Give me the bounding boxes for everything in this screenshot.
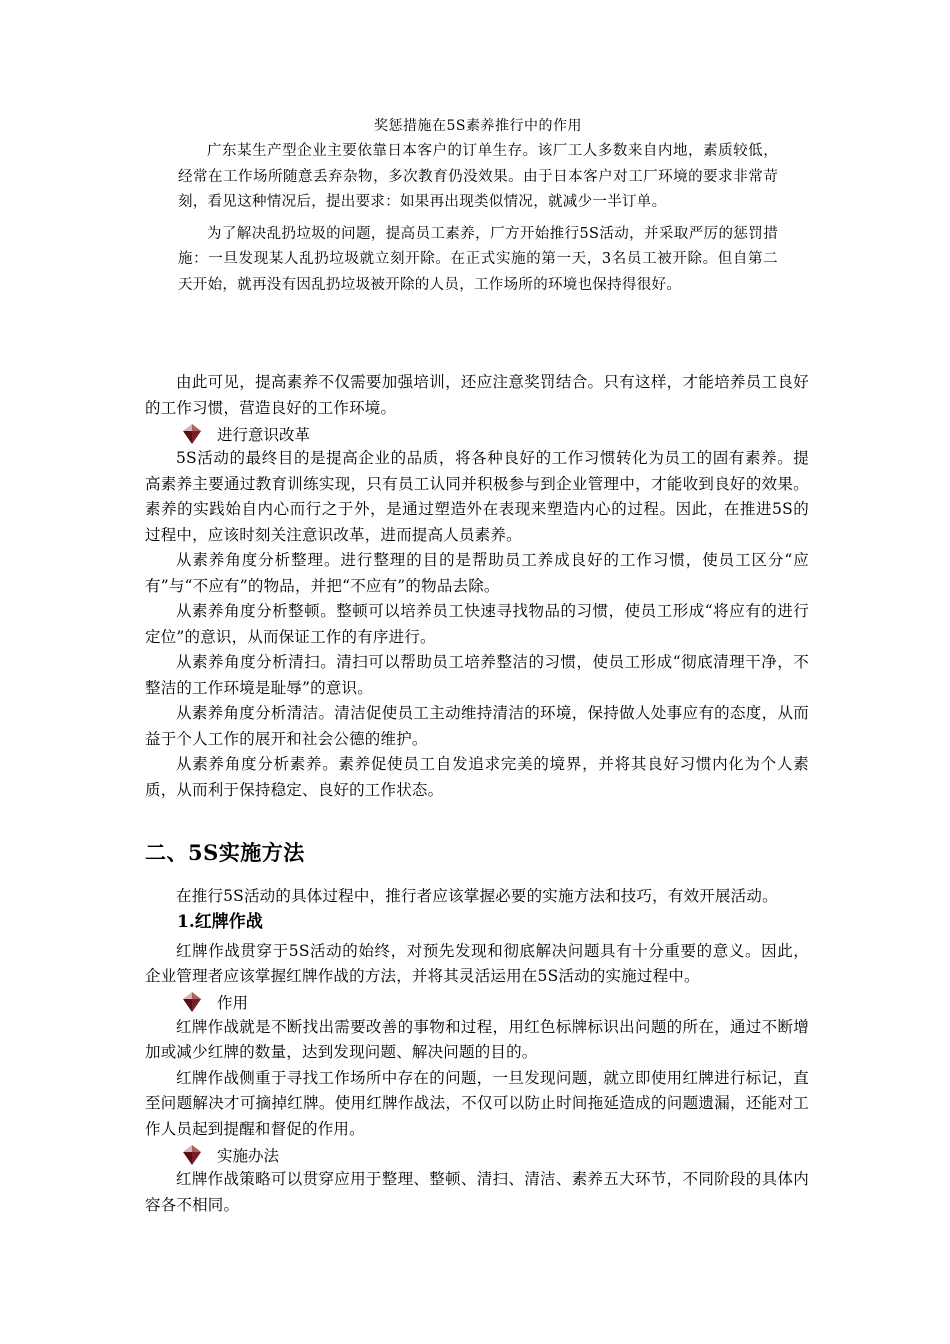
body-paragraph: 红牌作战就是不断找出需要改善的事物和过程，用红色标牌标识出问题的所在，通过不断增加或减少红牌的数量，达到发现问题、解决问题的目的。 (145, 1017, 809, 1061)
section-heading: 二、5S实施方法 (145, 840, 305, 865)
bullet-awareness-reform (145, 421, 809, 446)
bullet-method (145, 1142, 809, 1167)
case-study-box (178, 116, 778, 298)
body-paragraph: 红牌作战策略可以贯穿应用于整理、整顿、清扫、清洁、素养五大环节，不同阶段的具体内容各不相同。 (145, 1170, 809, 1214)
bullet-function (145, 990, 809, 1015)
diamond-bullet-icon (181, 1144, 203, 1166)
conclusion-paragraph: 由此可见，提高素养不仅需要加强培训，还应注意奖罚结合。只有这样，才能培养员工良好的工作习惯，营造良好的工作环境。 (145, 373, 809, 417)
bullet-label: 实施办法 (217, 1146, 280, 1165)
body-paragraph: 从素养角度分析清扫。清扫可以帮助员工培养整洁的习惯，使员工形成“彻底清理干净，不整洁的工作环境是耻辱”的意识。 (145, 653, 809, 697)
case-study-paragraph: 广东某生产型企业主要依靠日本客户的订单生存。该厂工人多数来自内地，素质较低，经常在工作场所随意丢弃杂物，多次教育仍没效果。由于日本客户对工厂环境的要求非常苛刻，看见这种情况后，提出要求：如果再出现类似情况，就减少一半订单。 (178, 143, 778, 210)
section-implementation (145, 838, 809, 1218)
section-intro: 在推行5S活动的具体过程中，推行者应该掌握必要的实施方法和技巧，有效开展活动。 (176, 887, 778, 905)
diamond-bullet-icon (181, 423, 203, 445)
body-paragraph: 红牌作战侧重于寻找工作场所中存在的问题，一旦发现问题，就立即使用红牌进行标记，直至问题解决才可摘掉红牌。使用红牌作战法，不仅可以防止时间拖延造成的问题遗漏，还能对工作人员起到提醒和督促的作用。 (145, 1068, 809, 1138)
section-awareness (145, 370, 809, 803)
body-paragraph: 从素养角度分析整理。进行整理的目的是帮助员工养成良好的工作习惯，使员工区分“应有”与“不应有”的物品，并把“不应有”的物品去除。 (145, 551, 809, 595)
diamond-bullet-icon (181, 991, 203, 1013)
case-study-title: 奖惩措施在5S素养推行中的作用 (374, 118, 582, 134)
case-study-paragraph: 为了解决乱扔垃圾的问题，提高员工素养，厂方开始推行5S活动，并采取严厉的惩罚措施：一旦发现某人乱扔垃圾就立刻开除。在正式实施的第一天，3名员工被开除。但自第二天开始，就再没有因乱扔垃圾被开除的人员，工作场所的环境也保持得很好。 (178, 225, 778, 293)
bullet-label: 进行意识改革 (217, 425, 311, 444)
body-paragraph: 从素养角度分析素养。素养促使员工自发追求完美的境界，并将其良好习惯内化为个人素质，从而利于保持稳定、良好的工作状态。 (145, 755, 809, 799)
body-paragraph: 从素养角度分析整顿。整顿可以培养员工快速寻找物品的习惯，使员工形成“将应有的进行定位”的意识，从而保证工作的有序进行。 (145, 602, 809, 646)
body-paragraph: 5S活动的最终目的是提高企业的品质，将各种良好的工作习惯转化为员工的固有素养。提高素养主要通过教育训练实现，只有员工认同并积极参与到企业管理中，才能收到良好的效果。素养的实践始自内心而行之于外，是通过塑造外在表现来塑造内心的过程。因此，在推进5S的过程中，应该时刻关注意识改革，进而提高人员素养。 (145, 449, 809, 544)
body-paragraph: 红牌作战贯穿于5S活动的始终，对预先发现和彻底解决问题具有十分重要的意义。因此，企业管理者应该掌握红牌作战的方法，并将其灵活运用在5S活动的实施过程中。 (145, 941, 809, 985)
body-paragraph: 从素养角度分析清洁。清洁促使员工主动维持清洁的环境，保持做人处事应有的态度，从而益于个人工作的展开和社会公德的维护。 (145, 704, 809, 748)
subsection-heading: 1.红牌作战 (177, 911, 263, 932)
bullet-label: 作用 (217, 994, 249, 1012)
